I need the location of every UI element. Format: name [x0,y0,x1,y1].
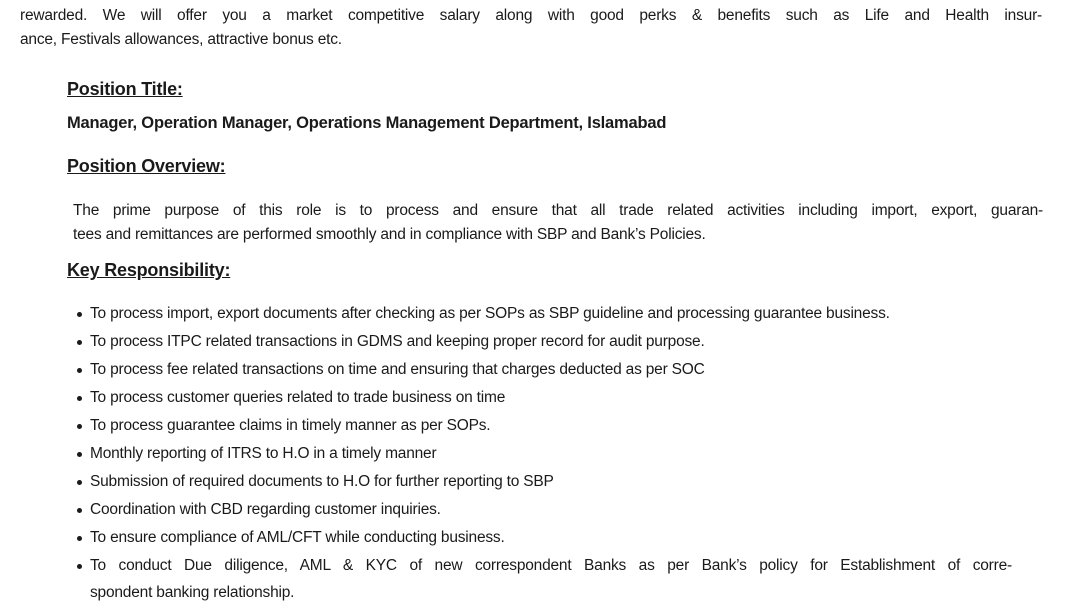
position-title-value: Manager, Operation Manager, Operations Management Department, Islamabad [67,114,667,132]
bullet-icon [77,480,82,485]
list-item: To process ITPC related transactions in GDMS and keeping proper record for audit purpose. [90,333,705,350]
bullet-icon [77,368,82,373]
intro-line-2: ance, Festivals allowances, attractive bonus etc. [20,31,342,48]
overview-line-1: The prime purpose of this role is to process and ensure that all trade related activities including import, export, guaran- [73,202,1043,219]
key-responsibility-heading: Key Responsibility: [67,260,231,280]
list-item: Coordination with CBD regarding customer inquiries. [90,501,441,518]
bullet-icon [77,536,82,541]
position-title-heading: Position Title: [67,79,183,99]
bullet-icon [77,452,82,457]
intro-line-1: rewarded. We will offer you a market competitive salary along with good perks & benefits such as Life and Health insur- [20,7,1042,24]
bullet-icon [77,396,82,401]
bullet-icon [77,312,82,317]
bullet-icon [77,424,82,429]
list-item: To process fee related transactions on time and ensuring that charges deducted as per SOC [90,361,705,378]
list-item: Monthly reporting of ITRS to H.O in a timely manner [90,445,437,462]
list-item: To process customer queries related to trade business on time [90,389,506,406]
position-overview-heading: Position Overview: [67,156,226,176]
overview-line-2: tees and remittances are performed smoothly and in compliance with SBP and Bank’s Policies. [73,226,706,243]
responsibility-continuation: spondent banking relationship. [90,584,295,601]
list-item: To ensure compliance of AML/CFT while conducting business. [90,529,505,546]
bullet-icon [77,564,82,569]
list-item: To process guarantee claims in timely manner as per SOPs. [90,417,491,434]
list-item: Submission of required documents to H.O for further reporting to SBP [90,473,554,490]
bullet-icon [77,508,82,513]
list-item: To conduct Due diligence, AML & KYC of new correspondent Banks as per Bank’s policy for Establishment of corre- [90,557,1012,574]
list-item: To process import, export documents after checking as per SOPs as SBP guideline and processing guarantee business. [90,305,890,322]
bullet-icon [77,340,82,345]
